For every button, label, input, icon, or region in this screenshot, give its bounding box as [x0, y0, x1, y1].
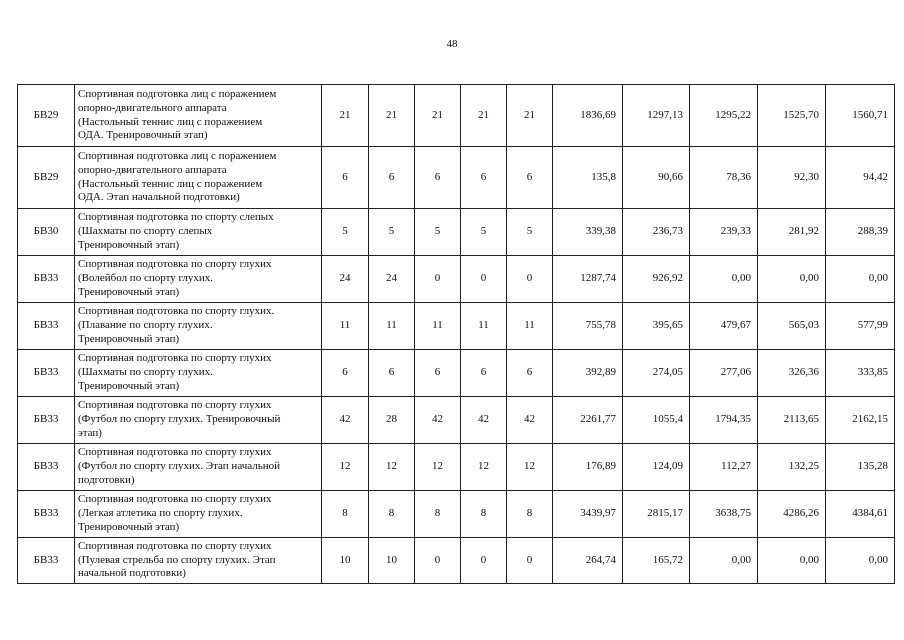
- row-count-cell: 0: [415, 538, 461, 584]
- row-count-cell: 42: [461, 397, 507, 444]
- row-count-cell: 42: [415, 397, 461, 444]
- row-count-cell: 8: [461, 491, 507, 538]
- row-amount-cell: 135,8: [553, 147, 623, 209]
- row-amount-cell: 239,33: [690, 209, 758, 256]
- row-count-cell: 10: [369, 538, 415, 584]
- table-row: [18, 303, 895, 350]
- row-amount-cell: 277,06: [690, 350, 758, 397]
- row-code-cell: БВ33: [18, 397, 75, 444]
- row-count-cell: 12: [369, 444, 415, 491]
- row-amount-cell: 926,92: [623, 256, 690, 303]
- row-count-cell: 6: [507, 147, 553, 209]
- row-count-cell: 42: [322, 397, 369, 444]
- row-code-cell: БВ33: [18, 350, 75, 397]
- row-amount-cell: 1055,4: [623, 397, 690, 444]
- row-code-cell: БВ33: [18, 303, 75, 350]
- row-description-cell: Спортивная подготовка по спорту глухих (Волейбол по спорту глухих. Тренировочный этап): [75, 256, 322, 303]
- row-count-cell: 11: [461, 303, 507, 350]
- row-amount-cell: 1295,22: [690, 85, 758, 147]
- table-row: [18, 147, 895, 209]
- row-code-cell: БВ33: [18, 538, 75, 584]
- row-description-cell: Спортивная подготовка по спорту слепых (Шахматы по спорту слепых Тренировочный этап): [75, 209, 322, 256]
- row-amount-cell: 281,92: [758, 209, 826, 256]
- row-count-cell: 12: [461, 444, 507, 491]
- table-row: [18, 397, 895, 444]
- row-amount-cell: 288,39: [826, 209, 895, 256]
- row-count-cell: 42: [507, 397, 553, 444]
- row-description-cell: Спортивная подготовка по спорту глухих. (Плавание по спорту глухих. Тренировочный этап): [75, 303, 322, 350]
- row-amount-cell: 2815,17: [623, 491, 690, 538]
- row-amount-cell: 4384,61: [826, 491, 895, 538]
- row-amount-cell: 1836,69: [553, 85, 623, 147]
- row-count-cell: 5: [507, 209, 553, 256]
- row-description-cell: Спортивная подготовка по спорту глухих (Футбол по спорту глухих. Тренировочный этап): [75, 397, 322, 444]
- row-count-cell: 24: [322, 256, 369, 303]
- row-count-cell: 6: [415, 147, 461, 209]
- row-amount-cell: 2113,65: [758, 397, 826, 444]
- row-amount-cell: 2261,77: [553, 397, 623, 444]
- row-count-cell: 12: [415, 444, 461, 491]
- row-amount-cell: 90,66: [623, 147, 690, 209]
- row-amount-cell: 755,78: [553, 303, 623, 350]
- row-count-cell: 8: [415, 491, 461, 538]
- page-number: 48: [446, 38, 458, 50]
- row-description-cell: Спортивная подготовка по спорту глухих (Легкая атлетика по спорту глухих. Тренировочный этап): [75, 491, 322, 538]
- row-amount-cell: 577,99: [826, 303, 895, 350]
- table-row: [18, 444, 895, 491]
- row-count-cell: 11: [369, 303, 415, 350]
- row-amount-cell: 3638,75: [690, 491, 758, 538]
- row-amount-cell: 395,65: [623, 303, 690, 350]
- row-amount-cell: 135,28: [826, 444, 895, 491]
- row-count-cell: 21: [322, 85, 369, 147]
- row-code-cell: БВ33: [18, 256, 75, 303]
- row-amount-cell: 0,00: [826, 256, 895, 303]
- row-count-cell: 8: [507, 491, 553, 538]
- row-description-cell: Спортивная подготовка лиц с поражением опорно-двигательного аппарата (Настольный теннис лиц с поражением ОДА. Тренировочный этап): [75, 85, 322, 147]
- row-count-cell: 6: [369, 147, 415, 209]
- row-amount-cell: 565,03: [758, 303, 826, 350]
- table-row: [18, 538, 895, 584]
- row-count-cell: 6: [461, 350, 507, 397]
- row-code-cell: БВ33: [18, 491, 75, 538]
- row-amount-cell: 0,00: [758, 538, 826, 584]
- row-count-cell: 6: [369, 350, 415, 397]
- row-count-cell: 0: [507, 538, 553, 584]
- row-count-cell: 11: [415, 303, 461, 350]
- row-count-cell: 21: [461, 85, 507, 147]
- row-count-cell: 12: [507, 444, 553, 491]
- row-count-cell: 0: [507, 256, 553, 303]
- row-amount-cell: 3439,97: [553, 491, 623, 538]
- row-amount-cell: 1794,35: [690, 397, 758, 444]
- row-amount-cell: 479,67: [690, 303, 758, 350]
- row-code-cell: БВ29: [18, 85, 75, 147]
- row-code-cell: БВ30: [18, 209, 75, 256]
- subsidy-table: [17, 84, 895, 584]
- row-amount-cell: 0,00: [758, 256, 826, 303]
- row-count-cell: 0: [461, 538, 507, 584]
- row-amount-cell: 1560,71: [826, 85, 895, 147]
- row-count-cell: 6: [507, 350, 553, 397]
- row-count-cell: 10: [322, 538, 369, 584]
- row-amount-cell: 236,73: [623, 209, 690, 256]
- row-amount-cell: 112,27: [690, 444, 758, 491]
- row-amount-cell: 1297,13: [623, 85, 690, 147]
- row-code-cell: БВ33: [18, 444, 75, 491]
- row-count-cell: 8: [369, 491, 415, 538]
- row-amount-cell: 333,85: [826, 350, 895, 397]
- table-body: [18, 85, 895, 584]
- row-amount-cell: 1287,74: [553, 256, 623, 303]
- row-count-cell: 0: [461, 256, 507, 303]
- row-count-cell: 11: [322, 303, 369, 350]
- row-amount-cell: 0,00: [826, 538, 895, 584]
- row-count-cell: 28: [369, 397, 415, 444]
- row-description-cell: Спортивная подготовка по спорту глухих (Пулевая стрельба по спорту глухих. Этап начальной подготовки): [75, 538, 322, 584]
- row-amount-cell: 392,89: [553, 350, 623, 397]
- table-row: [18, 350, 895, 397]
- row-count-cell: 8: [322, 491, 369, 538]
- row-amount-cell: 0,00: [690, 538, 758, 584]
- row-amount-cell: 2162,15: [826, 397, 895, 444]
- row-amount-cell: 78,36: [690, 147, 758, 209]
- row-amount-cell: 176,89: [553, 444, 623, 491]
- table-row: [18, 85, 895, 147]
- row-count-cell: 5: [322, 209, 369, 256]
- row-amount-cell: 165,72: [623, 538, 690, 584]
- row-count-cell: 21: [369, 85, 415, 147]
- row-count-cell: 0: [415, 256, 461, 303]
- row-count-cell: 6: [322, 350, 369, 397]
- row-count-cell: 6: [322, 147, 369, 209]
- row-count-cell: 5: [369, 209, 415, 256]
- row-count-cell: 12: [322, 444, 369, 491]
- row-count-cell: 5: [415, 209, 461, 256]
- row-count-cell: 6: [461, 147, 507, 209]
- row-amount-cell: 339,38: [553, 209, 623, 256]
- row-count-cell: 5: [461, 209, 507, 256]
- row-amount-cell: 92,30: [758, 147, 826, 209]
- row-amount-cell: 274,05: [623, 350, 690, 397]
- row-count-cell: 24: [369, 256, 415, 303]
- row-count-cell: 21: [507, 85, 553, 147]
- row-count-cell: 6: [415, 350, 461, 397]
- row-description-cell: Спортивная подготовка по спорту глухих (Шахматы по спорту глухих. Тренировочный этап): [75, 350, 322, 397]
- row-count-cell: 11: [507, 303, 553, 350]
- row-amount-cell: 0,00: [690, 256, 758, 303]
- row-amount-cell: 326,36: [758, 350, 826, 397]
- row-amount-cell: 264,74: [553, 538, 623, 584]
- table-row: [18, 256, 895, 303]
- row-amount-cell: 94,42: [826, 147, 895, 209]
- table-row: [18, 491, 895, 538]
- row-amount-cell: 132,25: [758, 444, 826, 491]
- table-row: [18, 209, 895, 256]
- row-amount-cell: 1525,70: [758, 85, 826, 147]
- row-count-cell: 21: [415, 85, 461, 147]
- row-description-cell: Спортивная подготовка лиц с поражением опорно-двигательного аппарата (Настольный теннис лиц с поражением ОДА. Этап начальной подготовки): [75, 147, 322, 209]
- row-description-cell: Спортивная подготовка по спорту глухих (Футбол по спорту глухих. Этап начальной подготовки): [75, 444, 322, 491]
- row-code-cell: БВ29: [18, 147, 75, 209]
- row-amount-cell: 124,09: [623, 444, 690, 491]
- row-amount-cell: 4286,26: [758, 491, 826, 538]
